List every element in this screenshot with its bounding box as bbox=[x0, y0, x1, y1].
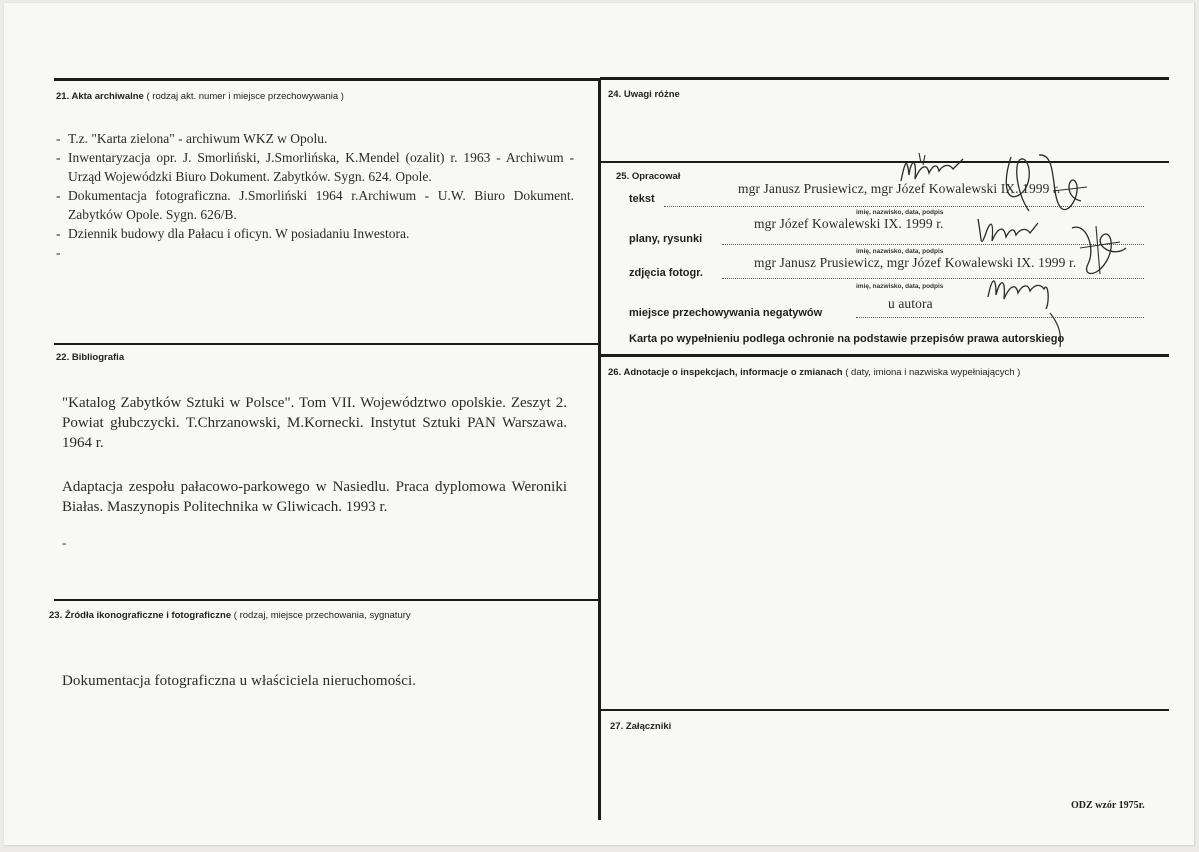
copyright-notice: Karta po wypełnieniu podlega ochronie na podstawie przepisów prawa autorskiego bbox=[629, 333, 1065, 345]
section-24-header: 24. Uwagi różne bbox=[608, 89, 680, 100]
section-25-header: 25. Opracował bbox=[616, 171, 681, 182]
archive-records-list bbox=[54, 129, 574, 243]
list-item: - Dokumentacja fotograficzna. J.Smorliński 1964 r.Archiwum - U.W. Biuro Dokument. Zabytków Opole. Sygn. 626/B. bbox=[54, 186, 574, 224]
section-27-header: 27. Załączniki bbox=[610, 721, 672, 732]
section-21-subtitle: ( rodzaj akt. numer i miejsce przechowywania ) bbox=[146, 91, 344, 102]
section-23-title: 23. Źródła ikonograficzne i fotograficzne bbox=[49, 610, 232, 621]
plany-value: mgr Józef Kowalewski IX. 1999 r. bbox=[754, 216, 944, 231]
section-22-header: 22. Bibliografia bbox=[56, 352, 125, 363]
zdjecia-value: mgr Janusz Prusiewicz, mgr Józef Kowalewski IX. 1999 r. bbox=[754, 255, 1077, 270]
signature-mark bbox=[1044, 309, 1074, 349]
section-23-subtitle: ( rodzaj, miejsce przechowania, sygnatury bbox=[233, 610, 411, 621]
tekst-label: tekst bbox=[629, 193, 655, 205]
list-item: - Dziennik budowy dla Pałacu i oficyn. W posiadaniu Inwestora. bbox=[54, 224, 574, 243]
signature-mark bbox=[897, 151, 967, 191]
plany-caption: imię, nazwisko, data, podpis bbox=[856, 248, 944, 255]
negatywy-dotted-line bbox=[856, 317, 1144, 318]
section-21-title: 21. Akta archiwalne bbox=[56, 91, 144, 102]
section-26-header bbox=[608, 367, 1020, 378]
signature-mark bbox=[972, 211, 1042, 256]
section-26-title: 26. Adnotacje o inspekcjach, informacje o zmianach bbox=[608, 367, 843, 378]
bibliography-entry-2: Adaptacja zespołu pałacowo-parkowego w Nasiedlu. Praca dyplomowa Weroniki Białas. Maszynopis Politechnika w Gliwicach. 1993 r. bbox=[62, 479, 567, 515]
section-26-subtitle: ( daty, imiona i nazwiska wypełniających ) bbox=[845, 367, 1021, 378]
rule-27-top bbox=[600, 709, 1169, 711]
top-rule-right bbox=[600, 77, 1169, 80]
tekst-caption: imię, nazwisko, data, podpis bbox=[856, 209, 944, 216]
negatywy-value: u autora bbox=[888, 296, 933, 311]
form-sheet bbox=[4, 3, 1195, 846]
rule-23-top bbox=[54, 599, 600, 601]
section-23-header bbox=[49, 610, 411, 621]
top-rule-left bbox=[54, 78, 600, 81]
plany-label: plany, rysunki bbox=[629, 233, 703, 245]
negatywy-label: miejsce przechowywania negatywów bbox=[629, 307, 823, 319]
rule-26-top bbox=[600, 354, 1169, 357]
bibliography-dash: - bbox=[62, 535, 67, 550]
zdjecia-label: zdjęcia fotogr. bbox=[629, 267, 703, 279]
signature-mark bbox=[1066, 218, 1136, 283]
section-21-header bbox=[56, 91, 344, 102]
tekst-value: mgr Janusz Prusiewicz, mgr Józef Kowalewski IX. 1999 r. bbox=[738, 181, 1061, 196]
list-item: - T.z. "Karta zielona" - archiwum WKZ w Opolu. bbox=[54, 129, 574, 148]
iconographic-sources-text: Dokumentacja fotograficzna u właściciela nieruchomości. bbox=[62, 673, 417, 689]
list-item: - Inwentaryzacja opr. J. Smorliński, J.Smorlińska, K.Mendel (ozalit) r. 1963 - Archiwum - Urząd Wojewódzki Biuro Dokument. Zabytków. Sygn. 624. Opole. bbox=[54, 148, 574, 186]
signature-mark bbox=[984, 271, 1064, 311]
zdjecia-caption: imię, nazwisko, data, podpis bbox=[856, 283, 944, 290]
form-code: ODZ wzór 1975r. bbox=[1071, 800, 1145, 811]
rule-22-top bbox=[54, 343, 600, 345]
bibliography-entry-1: "Katalog Zabytków Sztuki w Polsce". Tom VII. Województwo opolskie. Zeszyt 2. Powiat głubczycki. T.Chrzanowski, M.Kornecki. Instytut Sztuki PAN Warszawa. 1964 r. bbox=[62, 395, 567, 451]
